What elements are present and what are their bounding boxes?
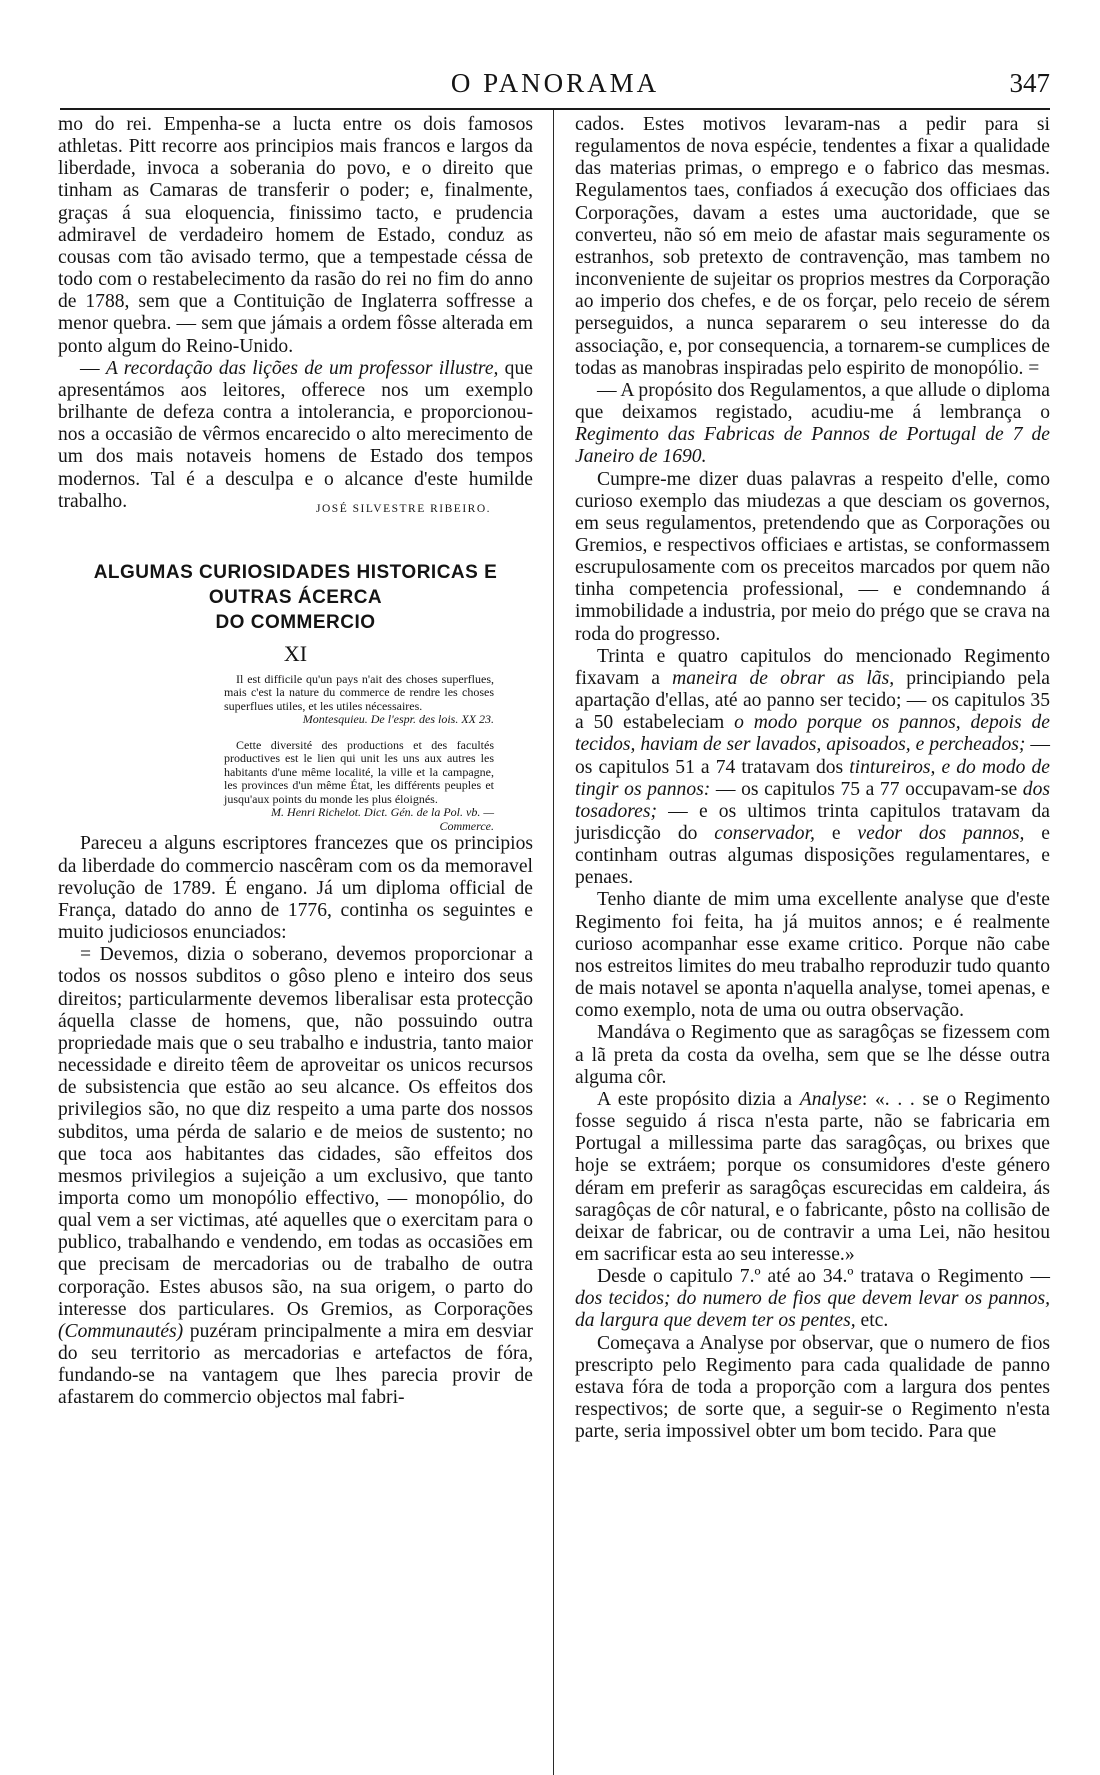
italic-phrase: A recordação das lições de um professor illustre, — [105, 357, 499, 379]
paragraph: A este propósito dizia a Analyse: «. . . se o Regimento fosse seguido á risca n'esta parte, não se fabricaria em Portugal a millessima parte das saragôças, ou brixes que hoje se extráem; porque os consumidores d'este género déram em preferir as saragôças escurecidas em caldeira, ás saragôças de côr natural, e o fabricante, pôsto na collisão de deixar de fabricar, ou de contravir a uma Lei, não hesitou em sacrificar esta ao seu interesse.» — [575, 1088, 1050, 1265]
section-title: ALGUMAS CURIOSIDADES HISTORICAS E OUTRAS ÁCERCA DO COMMERCIO — [93, 561, 498, 633]
epigraph-attribution: M. Henri Richelot. Dict. Gén. de la Pol. vb. — Commerce. — [271, 805, 494, 833]
right-column — [575, 114, 1050, 1443]
author-signature: JOSÉ SILVESTRE RIBEIRO. — [316, 502, 491, 515]
epigraph-attribution: Montesquieu. De l'espr. des lois. XX 23. — [302, 712, 494, 727]
page-number: 347 — [1009, 68, 1050, 98]
paragraph: Trinta e quatro capitulos do mencionado Regimento fixavam a maneira de obrar as lãs, principiando pela apartação d'ellas, até ao panno ser tecido; — os capitulos 35 a 50 estabeleciam o modo porque os pannos, depois de tecidos, haviam de ser lavados, apisoados, e percheados; — os capitulos 51 a 74 tratavam dos tintureiros, e do modo de tingir os pannos: — os capitulos 75 a 77 occupavam-se dos tosadores; — e os ultimos trinta capitulos tratavam da jurisdicção do conservador, e vedor dos pannos, e continham outras algumas disposições regulamentares, e penaes. — [575, 645, 1051, 889]
epigraph-quote: Cette diversité des productions et des facultés productives est le lien qui unit les uns aux autres les habitants d'une même localité, la ville et la campagne, les provinces d'un même État, les différents peuples et jusqu'aux points du monde les plus éloignés. — [224, 737, 494, 806]
section-number: XI — [283, 640, 308, 666]
paragraph: Começava a Analyse por observar, que o numero de fios prescripto pelo Regimento para cada qualidade de panno estava fóra de toda a proporção com a largura dos pentes respectivos; de sorte que, a seguir-se o Regimento n'esta parte, seria impossivel obter um bom tecido. Para que — [575, 1332, 1050, 1443]
column-divider — [553, 110, 554, 1775]
page-header — [60, 64, 1050, 110]
paragraph: cados. Estes motivos levaram-nas a pedir para si regulamentos de nova espécie, tendentes a fixar a qualidade das materias primas, o emprego e o fabrico das mesmas. Regulamentos taes, confiados á execução dos officiaes das Corporações, davam a estes uma auctoridade, que se converteu, não só em meio de afastar mais seguramente os estranhos, sob pretexto de contravenção, mas tambem no inconveniente de sujeitar os proprios mestres da Corporação ao imperio dos chefes, e de os forçar, pelo receio de sérem perseguidos, a nunca separarem o seu interesse do da associação, e, por consequencia, a tornarem-se cumplices de todas as manobras inspiradas pelo espirito de monopólio. = — [575, 114, 1050, 379]
epigraph — [224, 673, 494, 834]
paragraph: — A recordação das lições de um professor illustre, que apresentámos aos leitores, offerece nos um exemplo brilhante de defeza contra a intolerancia, e proporcionou-nos a occasião de vêrmos encarecido o alto merecimento de um dos mais notaveis homens de Estado dos tempos modernos. Tal é a desculpa e o alcance d'este humilde trabalho. JOSÉ SILVESTRE RIBEIRO. — [58, 358, 533, 513]
left-column — [58, 114, 533, 1410]
paragraph: Pareceu a alguns escriptores francezes que os principios da liberdade do commercio nascêram com os da memoravel revolução de 1789. É engano. Já um diploma official de França, datado do anno de 1776, continha os seguintes e muito judiciosos enunciados: — [58, 833, 533, 944]
paragraph: — A propósito dos Regulamentos, a que allude o diploma que deixamos registado, acudiu-me á lembrança o Regimento das Fabricas de Pannos de Portugal de 7 de Janeiro de 1690. — [575, 379, 1050, 468]
paragraph: Desde o capitulo 7.º até ao 34.º tratava o Regimento — dos tecidos; do numero de fios que devem levar os pannos, da largura que devem ter os pentes, etc. — [575, 1266, 1050, 1332]
paragraph: Tenho diante de mim uma excellente analyse que d'este Regimento foi feita, ha já muitos annos; e é realmente curioso acompanhar esse exame critico. Porque não cabe nos estreitos limites do meu trabalho reproduzir tudo quanto de mais notavel se aponta n'aquella analyse, tomei apenas, e como exemplo, nota de uma ou outra observação. — [575, 889, 1050, 1022]
paragraph: = Devemos, dizia o soberano, devemos proporcionar a todos os nossos subditos o gôso pleno e inteiro dos seus direitos; particularmente devemos liberalisar esta protecção áquella classe de homens, que, não possuindo outra propriedade mais que o seu trabalho e industria, tanto maior necessidade e direito têem de aproveitar os unicos recursos de subsistencia que estão ao seu alcance. Os effeitos dos privilegios são, no que diz respeito a uma parte dos nossos subditos, uma pérda de salario e de meios de sustento; no que toca aos habitantes das cidades, são effeitos dos mesmos privilegios a sujeição a um exclusivo, que tanto importa como um monopólio effectivo, — monopólio, do qual vem a ser victimas, até aquelles que o exercitam para o publico, trabalhando e vendendo, em todas as occasiões em que precisam de mercadorias ou de trabalho de outra corporação. Estes abusos são, na sua origem, o parto do interesse dos particulares. Os Gremios, as Corporações (Communautés) puzéram principalmente a mira em desviar do seu territorio as mercadorias e artefactos de fóra, fundando-se na vantagem que lhes parecia provir de afastarem do commercio objectos mal fabri- — [58, 944, 533, 1409]
masthead-title: O PANORAMA — [450, 68, 660, 98]
epigraph-quote: Il est difficile qu'un pays n'ait des choses superflues, mais c'est la nature du commerce de rendre les choses superflues utiles, et les utiles nécessaires. — [224, 671, 494, 713]
paragraph: Cumpre-me dizer duas palavras a respeito d'elle, como curioso exemplo das miudezas a que desciam os governos, em seus regulamentos, pretendendo que as Corporações ou Gremios, e respectivos officiaes e artistas, se conformassem escrupulosamente com os preceitos marcados por quem não tinha competencia professional, — e condemnando á immobilidade a industria, por meio do prégo que se crava na roda do progresso. — [575, 468, 1051, 645]
paragraph: mo do rei. Empenha-se a lucta entre os dois famosos athletas. Pitt recorre aos principios mais francos e largos da liberdade, invoca a soberania do povo, e o direito que tinham as Camaras de transferir o poder; e, finalmente, graças á sua eloquencia, finissimo tacto, e prudencia admiravel de verdadeiro homem de Estado, conduz as cousas com tão avisado termo, que a tempestade céssa de todo com o restabelecimento da rasão do rei no fim do anno de 1788, sem que a Contituição de Inglaterra soffresse a menor quebra. — sem que jámais a ordem fôsse alterada em ponto algum do Reino-Unido. — [58, 114, 533, 357]
italic-phrase: Regimento das Fabricas de Pannos de Portugal de 7 de Janeiro de 1690. — [575, 424, 1050, 468]
paragraph: Mandáva o Regimento que as saragôças se fizessem com a lã preta da costa da ovelha, sem que se lhe désse outra alguma côr. — [575, 1022, 1050, 1088]
